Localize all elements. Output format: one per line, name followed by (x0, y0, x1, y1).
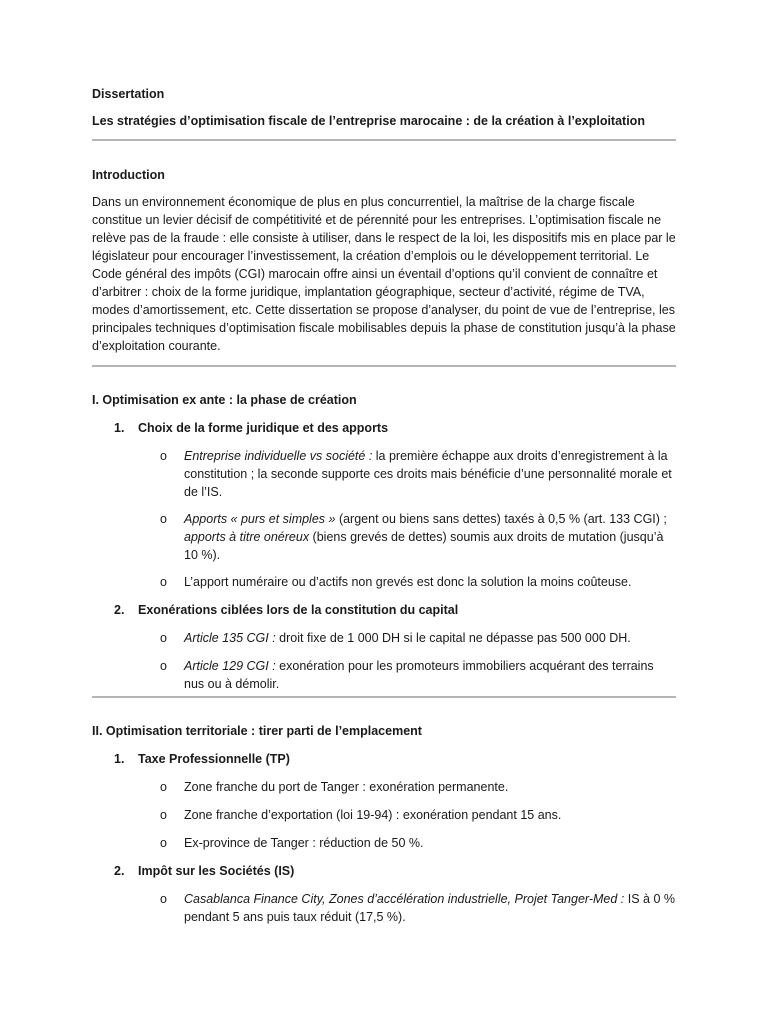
bullet-marker: o (160, 512, 167, 526)
bullet-item: o Ex-province de Tanger : réduction de 50 %. (160, 836, 424, 850)
intro-heading: Introduction (92, 168, 165, 182)
bullet-item: o Article 135 CGI : droit fixe de 1 000 DH si le capital ne dépasse pas 500 000 DH. (160, 631, 631, 645)
bullet-item: o L’apport numéraire ou d’actifs non grevés est donc la solution la moins coûteuse. (160, 575, 632, 589)
item-title: Choix de la forme juridique et des apports (138, 421, 389, 435)
section-heading: I. Optimisation ex ante : la phase de création (92, 393, 357, 407)
numbered-item (92, 601, 676, 619)
item-number: 2. (114, 603, 125, 617)
doc-title: Les stratégies d’optimisation fiscale de l’entreprise marocaine : de la création à l’exploitation (92, 114, 645, 128)
bullet-item: o Apports « purs et simples » (argent ou biens sans dettes) taxés à 0,5 % (art. 133 CGI) ; apports à titre onéreux (biens grevés de dettes) soumis aux droits de mutation (jusqu’à 10 %). (160, 512, 667, 562)
divider (92, 139, 676, 141)
intro-paragraph: Dans un environnement économique de plus en plus concurrentiel, la maîtrise de la charge fiscale constitue un levier décisif de compétitivité et de pérennité pour les entreprises. L’optimisation fiscale ne relève pas de la fraude : elle consiste à utiliser, dans le respect de la loi, les dispositifs mis en place par le législateur pour encourager l’investissement, la création d’emplois ou le développement territorial. Le Code général des impôts (CGI) marocain offre ainsi un éventail d’options qu’il convient de connaître et d’arbitrer : choix de la forme juridique, implantation géographique, secteur d’activité, régime de TVA, modes d’amortissement, etc. Cette dissertation se propose d’analyser, du point de vue de l’entreprise, les principales techniques d’optimisation fiscale mobilisables depuis la phase de constitution jusqu’à la phase d’exploitation courante. (92, 195, 676, 353)
item-title: Taxe Professionnelle (TP) (138, 752, 290, 766)
bullet-item: o Article 129 CGI : exonération pour les promoteurs immobiliers acquérant des terrains nus ou à démolir. (160, 659, 654, 691)
bullet-item: o Zone franche du port de Tanger : exonération permanente. (160, 780, 509, 794)
item-number: 1. (114, 752, 125, 766)
bullet-marker: o (160, 631, 167, 645)
item-title: Impôt sur les Sociétés (IS) (138, 864, 295, 878)
bullet-item: o Casablanca Finance City, Zones d’accélération industrielle, Projet Tanger-Med : IS à 0 % pendant 5 ans puis taux réduit (17,5 %). (160, 892, 676, 924)
numbered-item (92, 750, 676, 768)
bullet-marker: o (160, 659, 167, 673)
bullet-marker: o (160, 780, 167, 794)
bullet-marker: o (160, 449, 167, 463)
bullet-marker: o (160, 575, 167, 589)
bullet-item: o Zone franche d’exportation (loi 19-94) : exonération pendant 15 ans. (160, 808, 562, 822)
doc-label: Dissertation (92, 87, 165, 101)
divider (92, 696, 676, 698)
bullet-item: o Entreprise individuelle vs société : la première échappe aux droits d’enregistrement à la constitution ; la seconde supporte ces droits mais bénéficie d’une personnalité morale et de l’IS. (160, 449, 672, 499)
numbered-item (92, 862, 676, 880)
numbered-item (92, 419, 676, 437)
divider (92, 365, 676, 367)
document-page (92, 85, 676, 926)
item-number: 2. (114, 864, 125, 878)
item-number: 1. (114, 421, 125, 435)
bullet-marker: o (160, 836, 167, 850)
section-heading: II. Optimisation territoriale : tirer parti de l’emplacement (92, 724, 422, 738)
bullet-marker: o (160, 892, 167, 906)
bullet-marker: o (160, 808, 167, 822)
item-title: Exonérations ciblées lors de la constitution du capital (138, 603, 459, 617)
